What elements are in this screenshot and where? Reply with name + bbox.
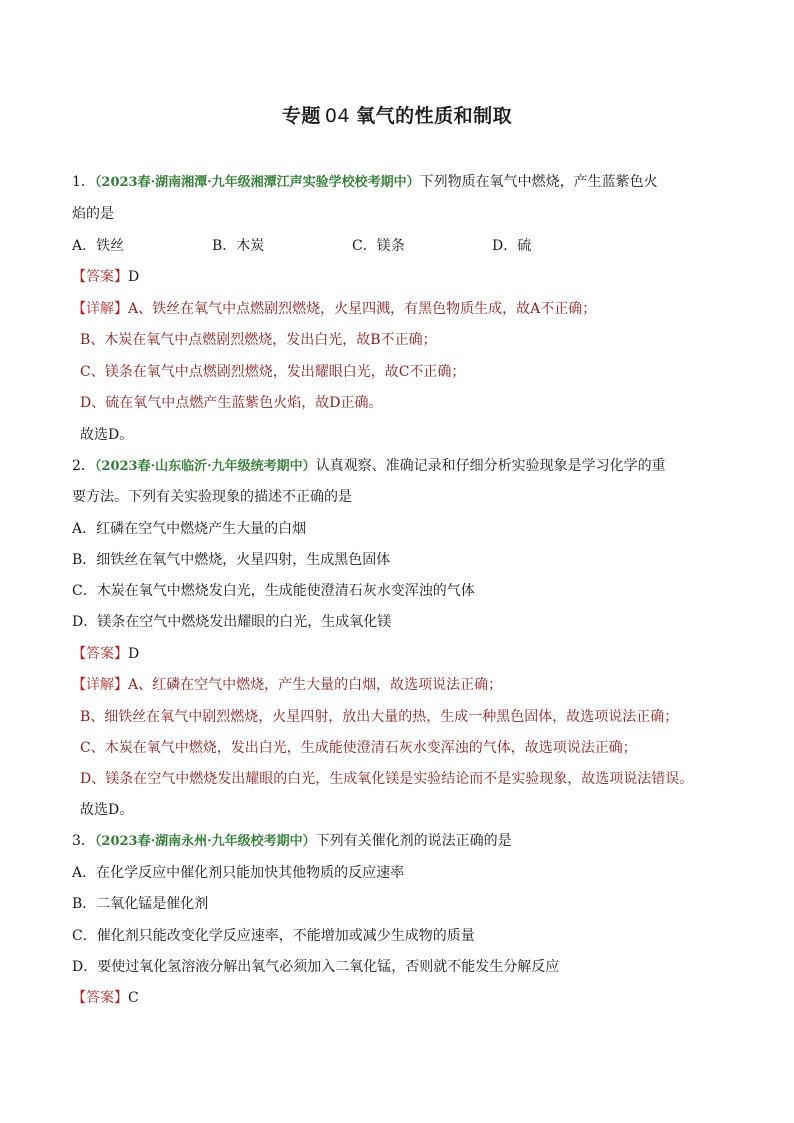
answer-value: C — [128, 990, 139, 1006]
detail-label: 【详解】 — [72, 301, 128, 317]
question-2-number: 2． — [72, 458, 95, 474]
answer-label: 【答案】 — [72, 269, 128, 285]
question-2-option-a: A．红磷在空气中燃烧产生大量的白烟 — [72, 521, 307, 537]
question-2-source: （2023春·山东临沂·九年级统考期中） — [94, 459, 316, 474]
question-1-stem — [72, 171, 732, 193]
question-3-number: 3． — [72, 833, 95, 849]
question-2-stem-continued: 要方法。下列有关实验现象的描述不正确的是 — [72, 489, 352, 505]
question-3-option-b: B．二氧化锰是催化剂 — [72, 896, 209, 912]
question-2-stem — [72, 455, 732, 477]
option-b: B．木炭 — [212, 238, 265, 254]
question-1-conclusion: 故选D。 — [80, 427, 134, 443]
question-1-source: （2023春·湖南湘潭·九年级湘潭江声实验学校校考期中） — [94, 175, 420, 190]
question-1-detail-1 — [72, 298, 732, 320]
option-d: D．硫 — [492, 238, 532, 254]
answer-label: 【答案】 — [72, 646, 128, 662]
title-text: 氧气的性质和制取 — [356, 105, 513, 127]
question-3-source: （2023春·湖南永州·九年级校考期中） — [94, 834, 316, 849]
question-2-option-b: B．细铁丝在氧气中燃烧，火星四射，生成黑色固体 — [72, 552, 391, 568]
title-number: 04 — [324, 105, 351, 127]
option-c: C．镁条 — [352, 238, 405, 254]
question-2-detail-2: B、细铁丝在氧气中剧烈燃烧，火星四射，放出大量的热，生成一种黑色固体，故选项说法正确； — [80, 709, 679, 725]
question-1-stem-continued: 焰的是 — [72, 206, 114, 222]
question-3-stem-text: 下列有关催化剂的说法正确的是 — [315, 833, 512, 849]
question-1-detail-3: C、镁条在氧气中点燃剧烈燃烧，发出耀眼白光，故C不正确； — [80, 364, 466, 380]
question-1-stem-text: 下列物质在氧气中燃烧，产生蓝紫色火 — [419, 174, 658, 190]
answer-label: 【答案】 — [72, 990, 128, 1006]
question-3-stem — [72, 830, 732, 852]
question-2-option-d: D．镁条在空气中燃烧发出耀眼的白光，生成氧化镁 — [72, 614, 392, 630]
detail-text: A、铁丝在氧气中点燃剧烈燃烧，火星四溅，有黑色物质生成，故A不正确； — [128, 301, 597, 317]
question-2-stem-text: 认真观察、准确记录和仔细分析实验现象是学习化学的重 — [315, 458, 666, 474]
page-title — [0, 101, 794, 128]
answer-value: D — [128, 269, 140, 285]
title-prefix: 专题 — [281, 105, 321, 127]
question-2-answer — [72, 643, 732, 665]
question-3-option-a: A．在化学反应中催化剂只能加快其他物质的反应速率 — [72, 865, 405, 881]
question-2-detail-4: D、镁条在空气中燃烧发出耀眼的白光，生成氧化镁是实验结论而不是实验现象，故选项说法错误。 — [80, 771, 694, 787]
question-3-option-c: C．催化剂只能改变化学反应速率，不能增加或减少生成物的质量 — [72, 928, 475, 944]
option-a: A．铁丝 — [72, 238, 125, 254]
question-2-conclusion: 故选D。 — [80, 802, 134, 818]
question-3-option-d: D．要使过氧化氢溶液分解出氧气必须加入二氧化锰，否则就不能发生分解反应 — [72, 959, 560, 975]
detail-text: A、红磷在空气中燃烧，产生大量的白烟，故选项说法正确； — [128, 677, 503, 693]
question-1-detail-2: B、木炭在氧气中点燃剧烈燃烧，发出白光，故B不正确； — [80, 332, 437, 348]
question-1-options — [72, 235, 732, 257]
question-2-detail-3: C、木炭在氧气中燃烧，发出白光，生成能使澄清石灰水变浑浊的气体，故选项说法正确； — [80, 740, 637, 756]
question-3-answer — [72, 987, 732, 1009]
question-1-answer — [72, 266, 732, 288]
question-2-detail-1 — [72, 674, 732, 696]
question-2-option-c: C．木炭在氧气中燃烧发白光，生成能使澄清石灰水变浑浊的气体 — [72, 583, 475, 599]
detail-label: 【详解】 — [72, 677, 128, 693]
question-1-number: 1． — [72, 174, 95, 190]
question-1-detail-4: D、硫在氧气中点燃产生蓝紫色火焰，故D正确。 — [80, 395, 383, 411]
answer-value: D — [128, 646, 140, 662]
